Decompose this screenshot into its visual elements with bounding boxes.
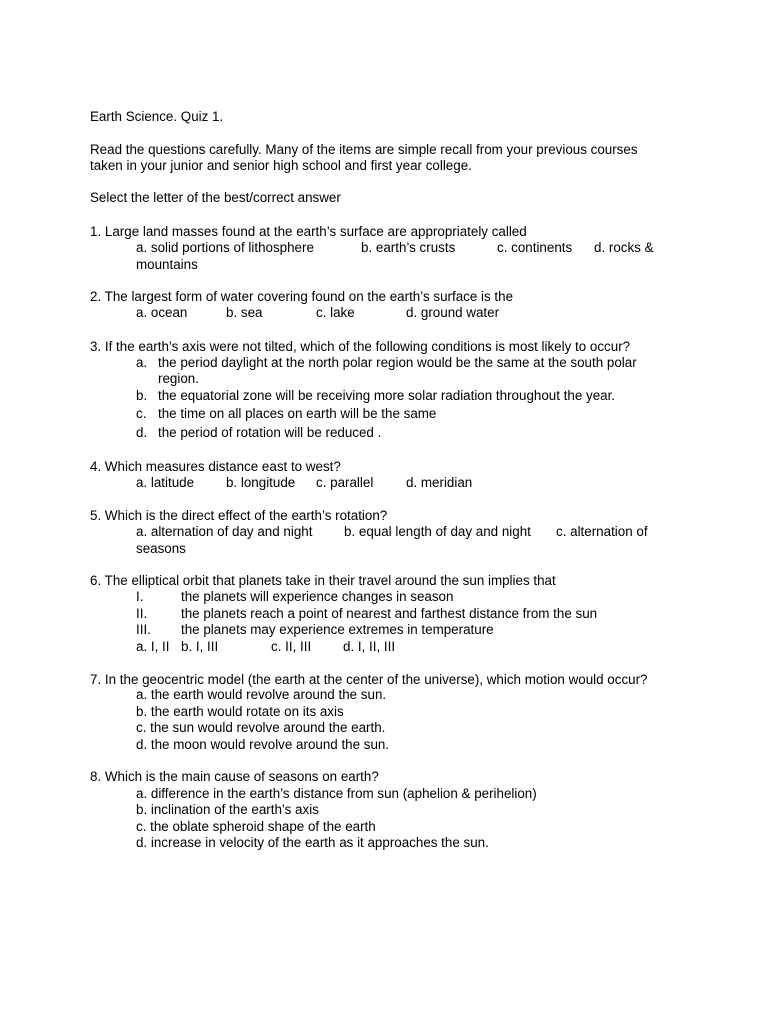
question-2-stem: 2. The largest form of water covering found on the earth’s surface is the	[90, 289, 514, 304]
instructions-line-1: Read the questions carefully. Many of the items are simple recall from your previous courses	[90, 142, 638, 157]
question-7-stem: 7. In the geocentric model (the earth at the center of the universe), which motion would occur?	[90, 672, 648, 687]
question-6-option-d: d. I, II, III	[343, 639, 396, 654]
question-1-option-c: c. continents	[497, 240, 573, 255]
question-3-option-a-continued: region.	[158, 371, 199, 386]
question-8-option-c: c. the oblate spheroid shape of the earth	[136, 819, 376, 834]
question-6-statement-ii: the planets reach a point of nearest and farthest distance from the sun	[181, 606, 598, 621]
question-3-option-b-letter: b.	[136, 388, 148, 403]
question-6-statement-i: the planets will experience changes in season	[181, 589, 454, 604]
question-3-option-c-letter: c.	[136, 406, 147, 421]
question-7-option-c: c. the sun would revolve around the earth.	[136, 720, 386, 735]
question-2-option-c: c. lake	[316, 305, 355, 320]
question-4-stem: 4. Which measures distance east to west?	[90, 459, 341, 474]
question-6-statement-ii-number: II.	[136, 606, 148, 621]
question-3-stem: 3. If the earth’s axis were not tilted, which of the following conditions is most likely to occur?	[90, 339, 631, 354]
question-7-option-b: b. the earth would rotate on its axis	[136, 704, 344, 719]
question-1-option-d: d. rocks &	[594, 240, 654, 255]
question-3-option-b: the equatorial zone will be receiving more solar radiation throughout the year.	[158, 388, 616, 403]
select-prompt: Select the letter of the best/correct answer	[90, 190, 341, 205]
question-2-option-d: d. ground water	[406, 305, 500, 320]
question-5-option-c: c. alternation of	[556, 524, 648, 539]
question-2-options	[0, 305, 768, 322]
question-3-option-a: the period daylight at the north polar region would be the same at the south polar	[158, 355, 637, 370]
question-4-option-c: c. parallel	[316, 475, 374, 490]
question-2-option-b: b. sea	[226, 305, 263, 320]
question-6-options	[0, 639, 768, 656]
question-5-option-c-continued: seasons	[136, 541, 186, 556]
question-8-option-b: b. inclination of the earth’s axis	[136, 802, 319, 817]
question-6-stem: 6. The elliptical orbit that planets take in their travel around the sun implies that	[90, 573, 556, 588]
question-8-stem: 8. Which is the main cause of seasons on earth?	[90, 769, 379, 784]
question-3-option-d: the period of rotation will be reduced .	[158, 425, 382, 440]
question-3-option-d-letter: d.	[136, 425, 148, 440]
question-6-option-c: c. II, III	[271, 639, 312, 654]
question-4-option-b: b. longitude	[226, 475, 296, 490]
question-1-options	[0, 240, 768, 257]
question-2-option-a: a. ocean	[136, 305, 188, 320]
question-7-option-a: a. the earth would revolve around the sun.	[136, 687, 387, 702]
question-5-option-b: b. equal length of day and night	[344, 524, 531, 539]
question-4-option-d: d. meridian	[406, 475, 473, 490]
question-8-option-a: a. difference in the earth’s distance from sun (aphelion & perihelion)	[136, 786, 537, 801]
page-title: Earth Science. Quiz 1.	[90, 109, 224, 124]
instructions-line-2: taken in your junior and senior high school and first year college.	[90, 158, 472, 173]
question-4-options	[0, 475, 768, 492]
question-6-statement-iii-number: III.	[136, 622, 151, 637]
question-4-option-a: a. latitude	[136, 475, 195, 490]
question-3-option-c: the time on all places on earth will be the same	[158, 406, 437, 421]
question-5-option-a: a. alternation of day and night	[136, 524, 313, 539]
question-3-option-a-letter: a.	[136, 355, 148, 370]
question-6-statement-iii: the planets may experience extremes in temperature	[181, 622, 494, 637]
question-1-stem: 1. Large land masses found at the earth’s surface are appropriately called	[90, 224, 527, 239]
question-5-stem: 5. Which is the direct effect of the earth’s rotation?	[90, 508, 388, 523]
question-1-option-b: b. earth’s crusts	[361, 240, 456, 255]
question-8-option-d: d. increase in velocity of the earth as it approaches the sun.	[136, 835, 489, 850]
question-1-option-d-continued: mountains	[136, 257, 198, 272]
question-5-options	[0, 524, 768, 541]
question-1-option-a: a. solid portions of lithosphere	[136, 240, 314, 255]
question-7-option-d: d. the moon would revolve around the sun.	[136, 737, 390, 752]
question-6-option-b: b. I, III	[181, 639, 219, 654]
question-6-option-a: a. I, II	[136, 639, 170, 654]
question-6-statement-i-number: I.	[136, 589, 144, 604]
